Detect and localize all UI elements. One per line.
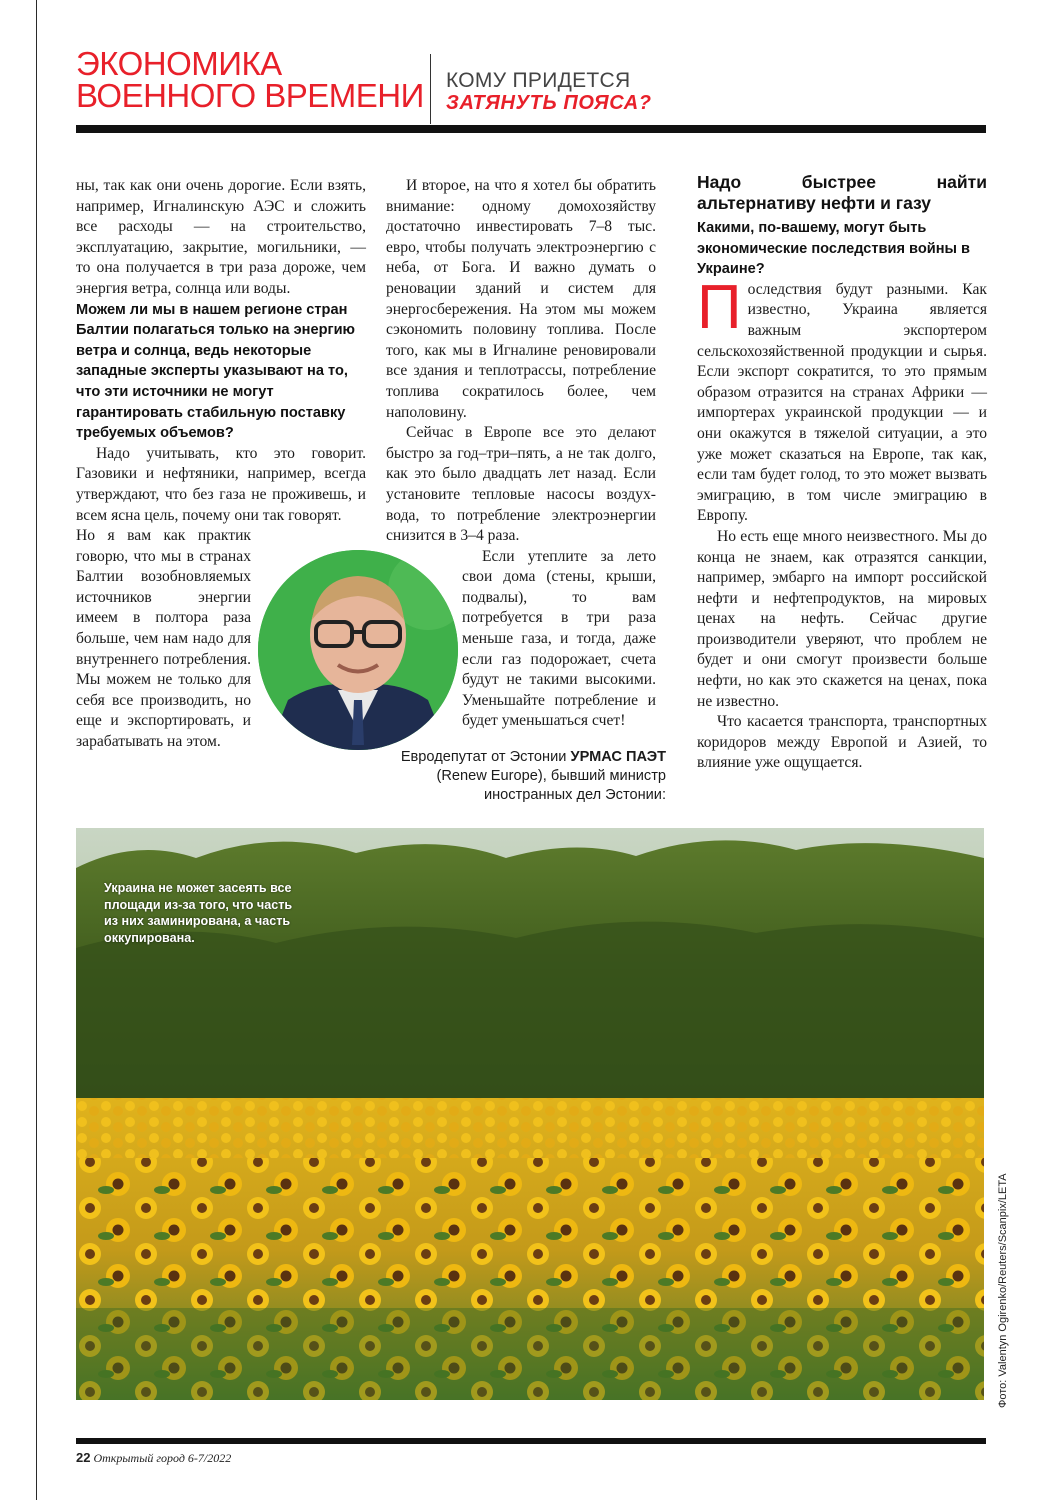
caption-prefix: Евродепутат от Эстонии: [400, 749, 571, 765]
paragraph: Сейчас в Европе все это делают быстро за год–три–пять, а не так долго, как это было двадцать лет назад. Если установите тепловые насосы воздух-вода, то потребление электроэнергии снизится в 3–4 раза.: [386, 424, 656, 545]
photo-credit: Фото: Valentyn Ogirenko/Reuters/Scanpix/LETA: [997, 1173, 1009, 1408]
photo-caption: Украина не может засеять все площади из-за того, что часть из них заминирована, а часть оккупирована.: [104, 881, 293, 945]
section-title-line1: ЭКОНОМИКА: [76, 45, 282, 82]
magazine-issue: Открытый город 6-7/2022: [93, 1451, 232, 1465]
paragraph: Что касается транспорта, транспортных коридоров между Европой и Азией, то влияние уже ощущается.: [697, 713, 987, 772]
footer-rule: [76, 1438, 986, 1444]
interview-question: Какими, по-вашему, могут быть экономические последствия войны в Украине?: [697, 220, 971, 278]
article-column-3: [697, 172, 987, 774]
paragraph: Если утеплите за лето свои дома (стены, крыши, подвалы), то вам потребуется в три раза меньше газа, и тогда, даже если газ подорожает, счета будут не такими высокими. Уменьшайте потребление и будет уменьшаться счет!: [462, 547, 656, 730]
paragraph: Надо учитывать, кто это говорит. Газовики и нефтяники, например, всегда утверждают, что без газа не проживешь, и всем ясна цель, почему они так говорят.: [76, 444, 366, 524]
subheading: Надо быстрее найти альтернативу нефти и газу: [697, 172, 987, 213]
paragraph: Но я вам как практик говорю, что мы в странах Балтии возобновляемых источников энергии имеем в полтора раза больше, чем нам надо для внутреннего потребления. Мы можем не только для себя все производить, но еще и экспортировать, и зарабатывать на этом.: [76, 527, 251, 751]
page-number: 22: [76, 1450, 91, 1465]
person-name: УРМАС ПАЭТ: [570, 749, 666, 765]
caption-suffix: (Renew Europe), бывший министр иностранных дел Эстонии:: [436, 768, 666, 803]
paragraph: Но есть еще много неизвестного. Мы до конца не знаем, как отразятся санкции, например, эмбарго на импорт российской нефти и нефтепродуктов, на мировых ценах на нефть. Сейчас другие производители уверяют, что проблем не будет и они смогут произвести больше нефти, но как это скажется на ценах, пока не известно.: [697, 527, 987, 710]
interview-question: Можем ли мы в нашем регионе стран Балтии полагаться только на энергию ветра и солнца, ведь некоторые западные эксперты указывают на то, что эти источники не могут гарантировать стабильную поставку требуемых объемов?: [76, 301, 356, 442]
topic-title-line2: ЗАТЯНУТЬ ПОЯСА?: [446, 92, 652, 114]
portrait-photo: [258, 550, 458, 750]
paragraph: И второе, на что я хотел бы обратить внимание: одному домохозяйству достаточно инвестировать 7–8 тыс. евро, чтобы получать электроэнергию с неба, от Бога. И важно думать о реновации зданий и систем для энергосбережения. На этом мы можем сэкономить половину топлива. После того, как мы в Игналине реновировали все здания и теплотрассы, потребление топлива сократилось более, чем наполовину.: [386, 177, 656, 421]
section-title-line2: ВОЕННОГО ВРЕМЕНИ: [76, 77, 424, 114]
paragraph: ны, так как они очень дорогие. Если взять, например, Игналинскую АЭС и сложить все расходы — на строительство, эксплуатацию, закрытие, могильники, — то она получается в три раза дороже, чем энергия ветра, солнца или воды.: [76, 177, 366, 297]
topic-title: [446, 70, 652, 114]
portrait-caption: [386, 748, 666, 805]
paragraph: [697, 272, 987, 527]
footer: [76, 1450, 231, 1466]
page-edge-line: [36, 0, 37, 1500]
section-title: [76, 45, 426, 114]
header-rule: [76, 125, 986, 133]
paragraph-text: оследствия будут разными. Как известно, Украина является важным экспортером сельскохозяйственной продукции и сырья. Если экспорт сократится, то это прямым образом отразится на странах Африки — импортерах украинской продукции — и они окажутся в тяжелой ситуации, а это уже может сказаться на Европе, так как, если там будет голод, то это может вызвать эмиграцию, в том числе эмиграцию в Европу.: [697, 280, 987, 525]
portrait-illustration: [258, 550, 458, 750]
topic-title-line1: КОМУ ПРИДЕТСЯ: [446, 69, 631, 92]
header-divider: [430, 54, 431, 124]
drop-cap: П: [697, 272, 742, 342]
